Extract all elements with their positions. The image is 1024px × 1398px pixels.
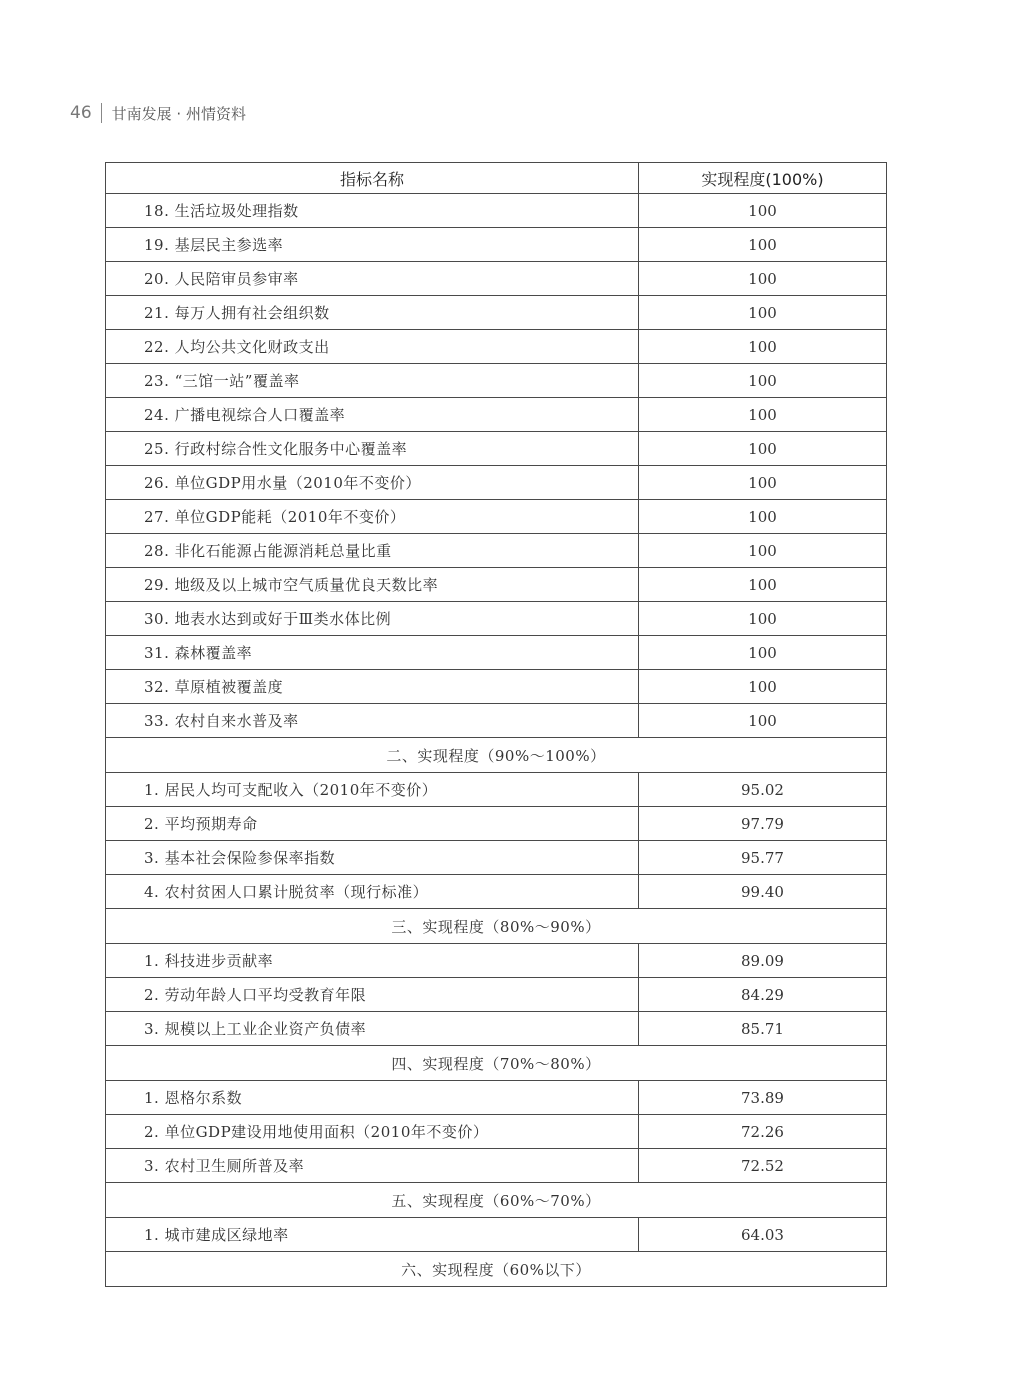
indicator-name: 3. 规模以上工业企业资产负债率: [106, 1012, 639, 1046]
table-row: [106, 262, 887, 296]
indicator-value: 100: [639, 670, 887, 704]
running-title: 甘南发展 · 州情资料: [111, 104, 246, 123]
table-row: [106, 194, 887, 228]
table-row: [106, 704, 887, 738]
running-header: [70, 100, 246, 126]
indicator-name: 3. 基本社会保险参保率指数: [106, 841, 639, 875]
indicator-name: 28. 非化石能源占能源消耗总量比重: [106, 534, 639, 568]
indicator-value: 73.89: [639, 1081, 887, 1115]
table-row: [106, 841, 887, 875]
indicator-name: 25. 行政村综合性文化服务中心覆盖率: [106, 432, 639, 466]
table-row: [106, 568, 887, 602]
table-row: [106, 944, 887, 978]
section-row: [106, 1252, 887, 1287]
indicator-value: 100: [639, 466, 887, 500]
indicator-name: 30. 地表水达到或好于Ⅲ类水体比例: [106, 602, 639, 636]
indicator-value: 100: [639, 500, 887, 534]
indicator-name: 1. 恩格尔系数: [106, 1081, 639, 1115]
indicator-value: 99.40: [639, 875, 887, 909]
indicator-name: 31. 森林覆盖率: [106, 636, 639, 670]
table-row: [106, 466, 887, 500]
indicator-value: 100: [639, 398, 887, 432]
indicator-name: 22. 人均公共文化财政支出: [106, 330, 639, 364]
indicator-value: 100: [639, 568, 887, 602]
section-heading: 六、实现程度（60%以下）: [106, 1252, 887, 1287]
indicator-value: 95.77: [639, 841, 887, 875]
indicator-value: 100: [639, 194, 887, 228]
indicator-value: 100: [639, 432, 887, 466]
indicator-value: 85.71: [639, 1012, 887, 1046]
indicator-value: 100: [639, 296, 887, 330]
table-row: [106, 602, 887, 636]
table-row: [106, 1115, 887, 1149]
indicator-value: 97.79: [639, 807, 887, 841]
indicator-name: 1. 居民人均可支配收入（2010年不变价）: [106, 773, 639, 807]
indicator-value: 84.29: [639, 978, 887, 1012]
table-row: [106, 670, 887, 704]
table-row: [106, 534, 887, 568]
section-heading: 二、实现程度（90%～100%）: [106, 738, 887, 773]
indicator-name: 26. 单位GDP用水量（2010年不变价）: [106, 466, 639, 500]
table-header-row: [106, 163, 887, 194]
indicator-name: 20. 人民陪审员参审率: [106, 262, 639, 296]
table-row: [106, 1218, 887, 1252]
section-heading: 三、实现程度（80%～90%）: [106, 909, 887, 944]
header-divider: [101, 103, 102, 123]
section-heading: 四、实现程度（70%～80%）: [106, 1046, 887, 1081]
indicator-value: 72.52: [639, 1149, 887, 1183]
indicator-value: 100: [639, 636, 887, 670]
indicator-value: 100: [639, 602, 887, 636]
indicator-value: 100: [639, 534, 887, 568]
table-row: [106, 228, 887, 262]
indicator-value: 100: [639, 364, 887, 398]
section-row: [106, 909, 887, 944]
table-row: [106, 432, 887, 466]
indicator-value: 100: [639, 262, 887, 296]
indicator-value: 95.02: [639, 773, 887, 807]
table-row: [106, 1081, 887, 1115]
indicator-name: 21. 每万人拥有社会组织数: [106, 296, 639, 330]
table-row: [106, 807, 887, 841]
section-row: [106, 738, 887, 773]
indicator-name: 32. 草原植被覆盖度: [106, 670, 639, 704]
indicator-value: 100: [639, 704, 887, 738]
page-number: 46: [70, 103, 92, 123]
table-row: [106, 978, 887, 1012]
indicator-name: 4. 农村贫困人口累计脱贫率（现行标准）: [106, 875, 639, 909]
indicator-value: 72.26: [639, 1115, 887, 1149]
indicator-name: 2. 平均预期寿命: [106, 807, 639, 841]
table-row: [106, 500, 887, 534]
indicator-table: [105, 162, 887, 1287]
indicator-name: 27. 单位GDP能耗（2010年不变价）: [106, 500, 639, 534]
table-row: [106, 773, 887, 807]
section-row: [106, 1183, 887, 1218]
indicator-name: 19. 基层民主参选率: [106, 228, 639, 262]
column-header-name: 指标名称: [106, 163, 639, 194]
indicator-value: 100: [639, 228, 887, 262]
indicator-name: 2. 劳动年龄人口平均受教育年限: [106, 978, 639, 1012]
table-row: [106, 364, 887, 398]
indicator-value: 64.03: [639, 1218, 887, 1252]
section-heading: 五、实现程度（60%～70%）: [106, 1183, 887, 1218]
indicator-value: 100: [639, 330, 887, 364]
column-header-value: 实现程度(100%): [639, 163, 887, 194]
table-row: [106, 296, 887, 330]
table-row: [106, 1149, 887, 1183]
table-row: [106, 875, 887, 909]
indicator-name: 3. 农村卫生厕所普及率: [106, 1149, 639, 1183]
indicator-value: 89.09: [639, 944, 887, 978]
indicator-name: 33. 农村自来水普及率: [106, 704, 639, 738]
indicator-name: 2. 单位GDP建设用地使用面积（2010年不变价）: [106, 1115, 639, 1149]
indicator-name: 1. 城市建成区绿地率: [106, 1218, 639, 1252]
table-row: [106, 330, 887, 364]
table-row: [106, 1012, 887, 1046]
indicator-name: 23. “三馆一站”覆盖率: [106, 364, 639, 398]
indicator-name: 1. 科技进步贡献率: [106, 944, 639, 978]
section-row: [106, 1046, 887, 1081]
indicator-name: 24. 广播电视综合人口覆盖率: [106, 398, 639, 432]
indicator-name: 18. 生活垃圾处理指数: [106, 194, 639, 228]
table-body: [106, 194, 887, 1287]
indicator-name: 29. 地级及以上城市空气质量优良天数比率: [106, 568, 639, 602]
table-row: [106, 636, 887, 670]
table-row: [106, 398, 887, 432]
